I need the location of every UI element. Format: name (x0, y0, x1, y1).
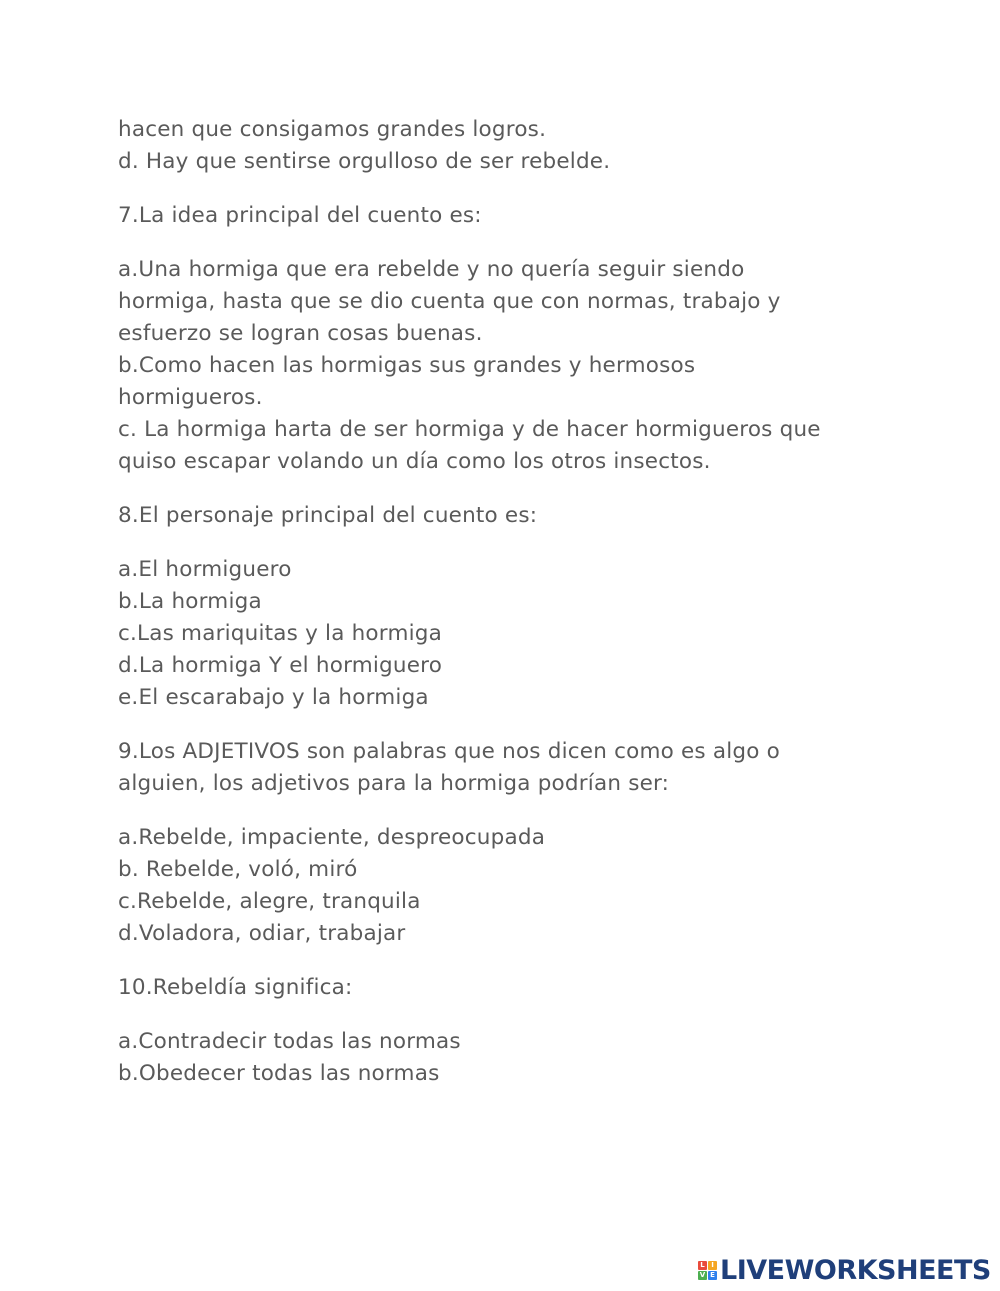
question-7-options (118, 254, 878, 478)
worksheet-text (118, 114, 878, 1112)
logo-mark-cell: I (708, 1261, 717, 1270)
question-10-text: 10.Rebeldía significa: (118, 975, 353, 1000)
question-6-tail (118, 114, 878, 178)
question-7-text: 7.La idea principal del cuento es: (118, 203, 482, 228)
logo-mark-cell: L (698, 1261, 707, 1270)
liveworksheets-logo (698, 1255, 991, 1285)
option-b: b.La hormiga (118, 589, 262, 614)
question-10 (118, 972, 878, 1004)
option-a-line-2: hormiga, hasta que se dio cuenta que con normas, trabajo y (118, 289, 781, 314)
option-a-line-1: a.Una hormiga que era rebelde y no quería seguir siendo (118, 257, 745, 282)
text-line: hacen que consigamos grandes logros. (118, 117, 547, 142)
question-10-options (118, 1026, 878, 1090)
question-8-options (118, 554, 878, 714)
question-9-line-2: alguien, los adjetivos para la hormiga podrían ser: (118, 771, 670, 796)
question-7 (118, 200, 878, 232)
question-8-text: 8.El personaje principal del cuento es: (118, 503, 538, 528)
option-b-line-1: b.Como hacen las hormigas sus grandes y hermosos (118, 353, 696, 378)
option-c-line-1: c. La hormiga harta de ser hormiga y de hacer hormigueros que (118, 417, 821, 442)
logo-text: LIVEWORKSHEETS (720, 1254, 991, 1286)
option-a: a.El hormiguero (118, 557, 292, 582)
option-d: d.Voladora, odiar, trabajar (118, 921, 406, 946)
question-8 (118, 500, 878, 532)
option-c: c.Rebelde, alegre, tranquila (118, 889, 421, 914)
option-b: b. Rebelde, voló, miró (118, 857, 358, 882)
logo-mark-icon (698, 1261, 717, 1280)
question-9 (118, 736, 878, 800)
option-a: a.Contradecir todas las normas (118, 1029, 461, 1054)
option-c-line-2: quiso escapar volando un día como los otros insectos. (118, 449, 711, 474)
option-d: d.La hormiga Y el hormiguero (118, 653, 443, 678)
logo-mark-cell: V (699, 1270, 706, 1279)
option-a: a.Rebelde, impaciente, despreocupada (118, 825, 546, 850)
option-a-line-3: esfuerzo se logran cosas buenas. (118, 321, 483, 346)
logo-mark-cell: E (708, 1271, 717, 1280)
question-9-line-1: 9.Los ADJETIVOS son palabras que nos dicen como es algo o (118, 739, 780, 764)
option-d: d. Hay que sentirse orgulloso de ser rebelde. (118, 149, 611, 174)
question-9-options (118, 822, 878, 950)
option-b: b.Obedecer todas las normas (118, 1061, 440, 1086)
option-e: e.El escarabajo y la hormiga (118, 685, 429, 710)
option-b-line-2: hormigueros. (118, 385, 263, 410)
option-c: c.Las mariquitas y la hormiga (118, 621, 442, 646)
